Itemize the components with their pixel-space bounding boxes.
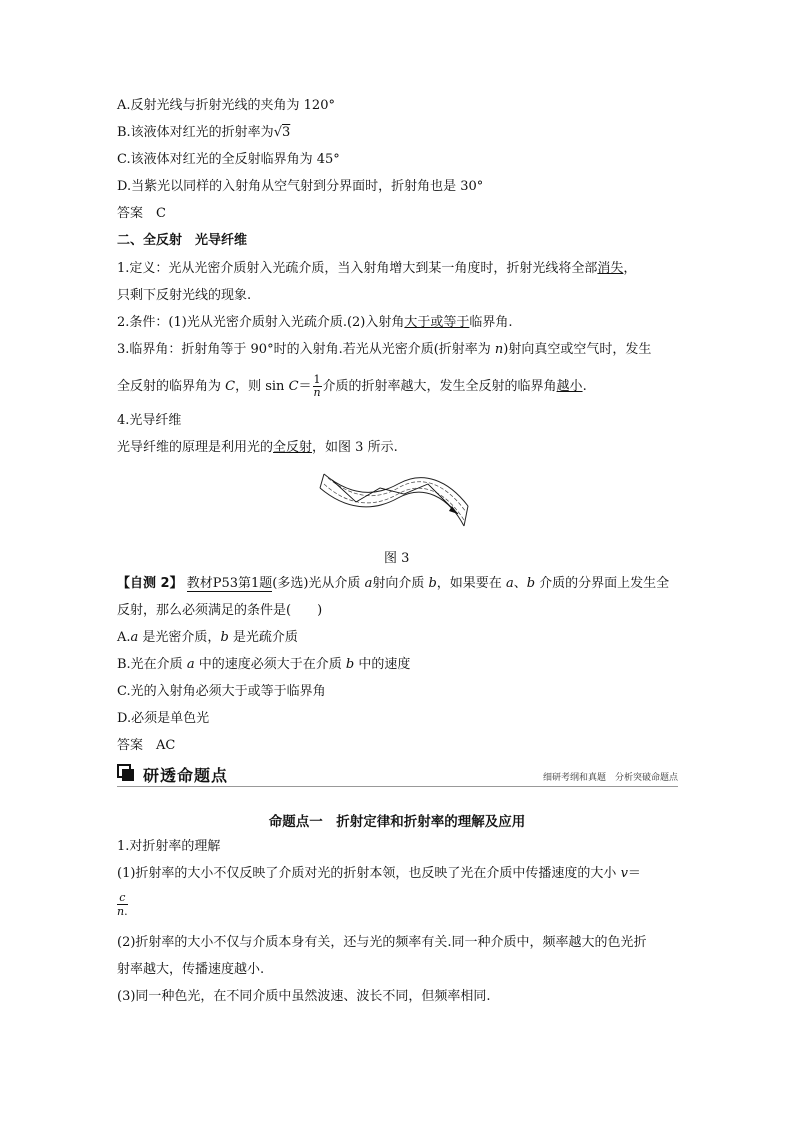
q2-option-a <box>117 629 298 647</box>
q1-option-b-radicand: 3 <box>281 125 291 140</box>
q2-text-d: 、 <box>513 576 527 591</box>
definition-line-2: 只剩下反射光线的现象. <box>117 288 252 303</box>
q2-opt-a-a: a <box>130 630 139 645</box>
q1-option-b: B.该液体对红光的折射率为√3 <box>117 125 291 140</box>
topic-sub1: 1.对折射率的理解 <box>117 839 221 854</box>
fiber-outer-bottom <box>320 488 464 526</box>
definition-underlined: 消失 <box>597 261 624 276</box>
fiber-end-cap-right <box>464 506 468 526</box>
fiber-line <box>117 439 398 457</box>
topic-p1-text: (1)折射率的大小不仅反映了介质对光的折射本领，也反映了光在介质中传播速度的大小 <box>117 866 621 881</box>
icon-front-square <box>122 769 134 781</box>
topic-p1 <box>117 865 641 883</box>
critical-angle-line-1 <box>117 341 651 359</box>
q2-opt-b-b: 中的速度必须大于在介质 <box>194 657 346 672</box>
critical2-text-b: 介质的折射率越大，发生全反射的临界角 <box>322 379 557 394</box>
q2-option-d: D.必须是单色光 <box>117 711 210 726</box>
q2-opt-a-end: 是光疏介质 <box>228 630 298 645</box>
figure-caption: 图 3 <box>384 551 410 566</box>
q2-opt-a-b: b <box>220 630 229 645</box>
section-title: 研透命题点 <box>143 766 229 785</box>
fiber-end-cap-left <box>320 474 324 488</box>
critical-angle-line-2 <box>117 372 587 402</box>
q2-text-b: 射向介质 <box>372 576 429 591</box>
topic-p1-v: v <box>620 866 628 881</box>
q2-option-b <box>117 656 410 674</box>
q2-answer: 答案 AC <box>117 738 176 753</box>
critical2-C: C <box>225 379 236 394</box>
q1-option-c: C.该液体对红光的全反射临界角为 45° <box>117 152 340 167</box>
critical2-C2: C <box>288 379 299 394</box>
q2-text-c: ，如果要在 <box>436 576 506 591</box>
critical2-eq: ＝ <box>298 379 312 394</box>
definition-text-b: ， <box>623 261 637 276</box>
critical-text-b: )射向真空或空气时，发生 <box>503 342 652 357</box>
topic-p1-end: . <box>124 905 128 918</box>
critical-fraction-denominator: n <box>313 386 321 399</box>
fiber-text-b: ，如图 3 所示. <box>312 440 398 455</box>
q1-option-d: D.当紫光以同样的入射角从空气射到分界面时，折射角也是 30° <box>117 179 484 194</box>
fiber-underlined: 全反射 <box>273 440 313 455</box>
topic-p2-line2: 射率越大，传播速度越小. <box>117 962 265 977</box>
q2-opt-b-a: B.光在介质 <box>117 657 187 672</box>
critical-fraction <box>313 374 322 399</box>
topic-p1-fraction-denominator <box>117 905 128 918</box>
topic-p2-line1: (2)折射率的大小不仅与介质本身有关，还与光的频率有关.同一种介质中，频率越大的色光折 <box>117 935 647 950</box>
q2-tag: 【自测 2】 <box>117 576 183 591</box>
critical-text-a: 3.临界角：折射角等于 90°时的入射角.若光从光密介质(折射率为 <box>117 342 495 357</box>
q2-source: 教材P53第1题 <box>186 576 273 591</box>
section2-title: 二、全反射 光导纤维 <box>117 233 248 248</box>
q2-line-2: 反射，那么必须满足的条件是( ) <box>117 603 323 618</box>
section-header-bar <box>117 762 678 787</box>
topic-heading: 命题点一 折射定律和折射率的理解及应用 <box>268 814 526 830</box>
q2-opt-a-prefix: A. <box>117 630 131 645</box>
q2-line-1 <box>117 575 669 593</box>
topic-p1-fraction-numerator: c <box>117 891 128 905</box>
q1-option-b-text: B.该液体对红光的折射率为 <box>117 125 274 140</box>
fiber-text-a: 光导纤维的原理是利用光的 <box>117 440 274 455</box>
q2-opt-b-medium-a: a <box>186 657 195 672</box>
condition-text-b: 临界角. <box>469 315 513 330</box>
critical-n: n <box>494 342 504 357</box>
critical2-text-c: . <box>582 379 587 394</box>
q1-option-a: A.反射光线与折射光线的夹角为 120° <box>117 98 335 113</box>
q2-medium-b: b <box>428 576 437 591</box>
critical-fraction-numerator: 1 <box>313 373 321 386</box>
q1-answer: 答案 C <box>117 206 166 221</box>
q2-medium-b-2: b <box>526 576 536 591</box>
definition-text-a: 1.定义：光从光密介质射入光疏介质，当入射角增大到某一角度时，折射光线将全部 <box>117 261 598 276</box>
q2-opt-b-medium-b: b <box>345 657 355 672</box>
condition-underlined: 大于或等于 <box>404 315 470 330</box>
q2-opt-b-c: 中的速度 <box>354 657 411 672</box>
topic-p1-fraction <box>117 891 128 918</box>
q2-option-c: C.光的入射角必须大于或等于临界角 <box>117 684 326 699</box>
fiber-outer-top <box>324 474 468 506</box>
q2-medium-a-2: a <box>505 576 514 591</box>
definition-line-1 <box>117 260 636 278</box>
critical2-sin: ，则 sin <box>235 379 289 394</box>
critical2-underlined: 越小 <box>556 379 583 394</box>
q2-text-e: 介质的分界面上发生全 <box>535 576 670 591</box>
optical-fiber-figure <box>318 466 474 540</box>
topic-p1-fraction-n: n <box>117 905 125 918</box>
critical2-text-a: 全反射的临界角为 <box>117 379 226 394</box>
topic-p3: (3)同一种色光，在不同介质中虽然波速、波长不同，但频率相同. <box>117 989 491 1004</box>
condition-line <box>117 314 513 332</box>
q2-medium-a: a <box>364 576 373 591</box>
section-bookmark-icon <box>117 764 135 782</box>
section-subtitle: 细研考纲和真题 分析突破命题点 <box>542 773 678 783</box>
topic-p1-eq: ＝ <box>627 866 641 881</box>
q2-text-a: (多选)光从介质 <box>272 576 365 591</box>
condition-text-a: 2.条件：(1)光从光密介质射入光疏介质.(2)入射角 <box>117 315 405 330</box>
q2-opt-a-mid: 是光密介质， <box>138 630 221 645</box>
fiber-title: 4.光导纤维 <box>117 413 182 428</box>
